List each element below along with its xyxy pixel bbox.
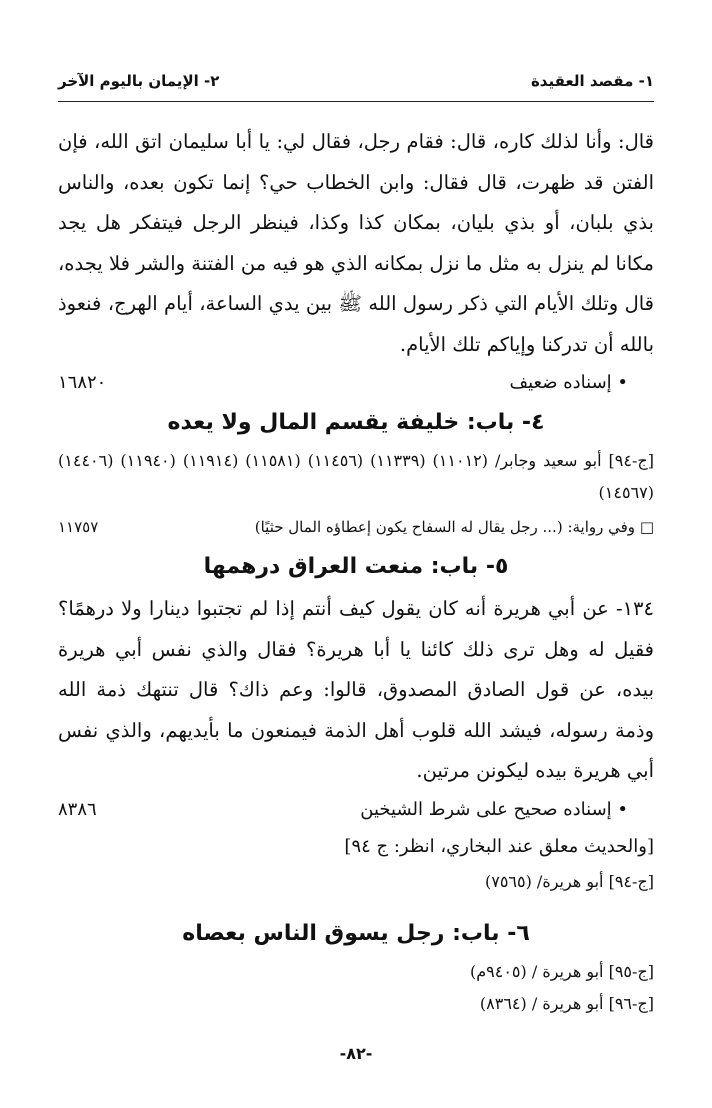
section-title-5: ٥- باب: منعت العراق درهمها [203, 554, 509, 579]
reference-5: [ج-٩٤] أبو هريرة/ (٧٥٦٥) [484, 871, 654, 891]
section-title-6: ٦- باب: رجل يسوق الناس بعصاه [182, 920, 530, 946]
riwaya-number: ١١٧٥٧ [58, 518, 99, 536]
header-rule [58, 101, 654, 102]
grade-number: ١٦٨٢٠ [58, 372, 107, 393]
riwaya-row [58, 509, 654, 545]
grade-row [58, 365, 654, 401]
grade-text-2: • إسناده صحيح على شرط الشيخين [360, 798, 628, 820]
reference-list-4: [ج-٩٤] أبو سعيد وجابر/ (١١٠١٢) (١١٣٣٩) (١١٤٥٦) (١١٥٨١) (١١٩١٤) (١١٩٤٠) (١٤٤٠٦) (١٤٥٦٧) [58, 451, 654, 502]
hadith-134: ١٣٤- عن أبي هريرة أنه كان يقول كيف أنتم إذا لم تجتبوا دينارا ولا درهمًا؟ فقيل له وهل ترى ذلك كائنا يا أبا هريرة؟ فقال والذي نفس أبي هريرة بيده، عن قول الصادق المصدوق، قالوا: وعم ذاك؟ قال تنتهك ذمة الله وذمة رسوله، فيشد الله قلوب أهل الذمة فيمنعون ما بأيديهم، والذي نفس أبي هريرة بيده ليكونن مرتين. [58, 597, 654, 782]
reference-6b: [ج-٩٦] أبو هريرة / (٨٣٦٤) [479, 993, 654, 1013]
riwaya-text: □ وفي رواية: (... رجل يقال له السفاح يكون إعطاؤه المال حثيًا) [254, 518, 654, 536]
running-header [58, 66, 654, 96]
header-section: ٢- الإيمان باليوم الآخر [58, 72, 220, 90]
reference-6a: [ج-٩٥] أبو هريرة / (٩٤٠٥م) [469, 961, 654, 981]
grade-row-2 [58, 792, 654, 828]
page-number: -٨٢- [339, 1044, 373, 1063]
bukhari-note: [والحديث معلق عند البخاري، انظر: ج ٩٤] [344, 835, 654, 857]
paragraph-continuation: قال: وأنا لذلك كاره، قال: فقام رجل، فقال لي: يا أبا سليمان اتق الله، فإن الفتن قد ظهرت، قال فقال: وابن الخطاب حي؟ إنما تكون بعده، والناس بذي بلبان، أو بذي بليان، بمكان كذا وكذا، فينظر الرجل فيتفكر هل يجد مكانا لم ينزل به مثل ما نزل بمكانه الذي هو فيه من الفتنة والشر فلا يجده، قال وتلك الأيام التي ذكر رسول الله ﷺ بين يدي الساعة، أيام الهرج، فنعوذ بالله أن تدركنا وإياكم تلك الأيام. [58, 130, 654, 356]
grade-number-2: ٨٣٨٦ [58, 798, 97, 820]
section-title-4: ٤- باب: خليفة يقسم المال ولا يعده [167, 410, 545, 435]
grade-text: • إسناده ضعيف [509, 372, 628, 393]
page-body [58, 122, 654, 1020]
header-chapter: ١- مقصد العقيدة [530, 72, 654, 90]
